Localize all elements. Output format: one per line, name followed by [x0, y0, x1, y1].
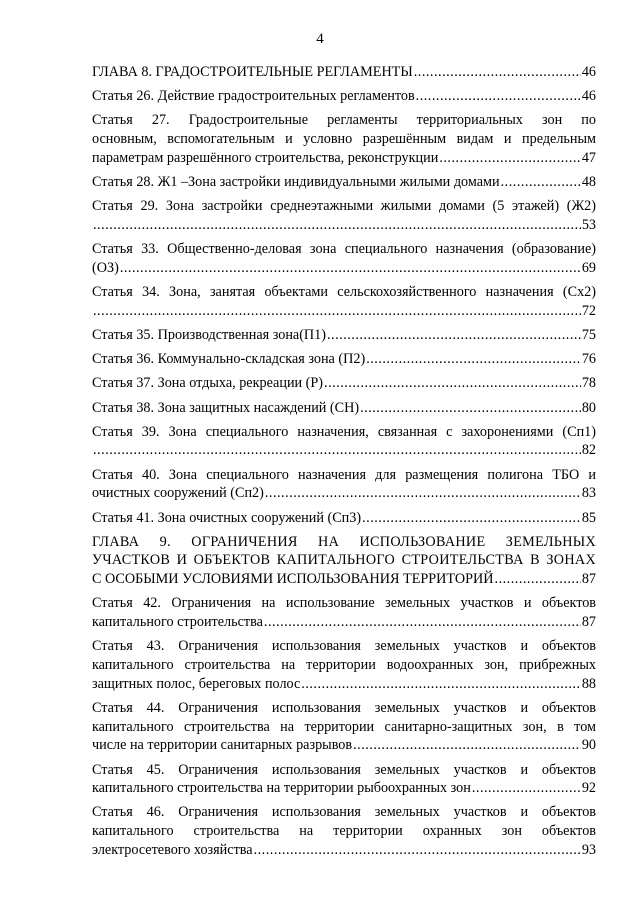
toc-page-number: 53	[581, 216, 596, 233]
toc-chapter-entry[interactable]	[92, 533, 596, 589]
dot-leader	[327, 326, 581, 345]
toc-entry-line: капитального строительства на территории охранных зон объектов	[92, 823, 596, 840]
toc-entry-final-line	[92, 302, 596, 321]
toc-entry-line: капитального строительства на территории санитарно-защитных зон, в том	[92, 718, 596, 735]
dot-leader	[93, 216, 581, 235]
toc-page-number: 87	[581, 614, 596, 631]
toc-entry-title: защитных полос, береговых полос	[92, 675, 301, 692]
toc-article-entry[interactable]	[92, 637, 596, 693]
toc-article-entry[interactable]	[92, 173, 596, 192]
toc-entry-title: Статья 36. Коммунально-складская зона (П2)	[92, 351, 366, 368]
toc-entry-final-line	[92, 841, 596, 860]
dot-leader	[366, 350, 581, 369]
toc-entry-line: Статья 34. Зона, занятая объектами сельскохозяйственного назначения (Сх2)	[92, 284, 596, 301]
toc-page-number: 75	[581, 326, 596, 343]
dot-leader	[501, 173, 581, 192]
toc-entry-final-line	[92, 675, 596, 694]
toc-entry-final-line	[92, 259, 596, 278]
toc-page-number: 48	[581, 174, 596, 191]
toc-entry-line: Статья 33. Общественно-деловая зона специального назначения (образование)	[92, 241, 596, 258]
dot-leader	[362, 509, 581, 528]
dot-leader	[472, 779, 581, 798]
toc-article-entry[interactable]	[92, 326, 596, 345]
toc-entry-line: ГЛАВА 9. ОГРАНИЧЕНИЯ НА ИСПОЛЬЗОВАНИЕ ЗЕМЕЛЬНЫХ	[92, 533, 596, 550]
toc-page-number: 83	[581, 485, 596, 502]
dot-leader	[416, 87, 581, 106]
toc-entry-title: Статья 41. Зона очистных сооружений (Сп3)	[92, 509, 362, 526]
toc-entry-final-line	[92, 87, 596, 106]
toc-page-number: 76	[581, 351, 596, 368]
toc-entry-final-line	[92, 173, 596, 192]
toc-entry-final-line	[92, 63, 596, 82]
dot-leader	[254, 841, 581, 860]
toc-entry-line: Статья 29. Зона застройки среднеэтажными жилыми домами (5 этажей) (Ж2)	[92, 198, 596, 215]
toc-entry-title: Статья 38. Зона защитных насаждений (СН)	[92, 399, 360, 416]
toc-entry-line: Статья 44. Ограничения использования земельных участков и объектов	[92, 699, 596, 716]
toc-entry-final-line	[92, 216, 596, 235]
toc-entry-final-line	[92, 484, 596, 503]
toc-article-entry[interactable]	[92, 350, 596, 369]
toc-page-number: 85	[581, 509, 596, 526]
toc-article-entry[interactable]	[92, 466, 596, 503]
toc-entry-title: параметрам разрешённого строительства, реконструкции	[92, 149, 439, 166]
toc-article-entry[interactable]	[92, 374, 596, 393]
toc-entry-line: УЧАСТКОВ И ОБЪЕКТОВ КАПИТАЛЬНОГО СТРОИТЕЛЬСТВА В ЗОНАХ	[92, 552, 596, 569]
toc-entry-title: очистных сооружений (Сп2)	[92, 485, 264, 502]
toc-entry-title: Статья 26. Действие градостроительных регламентов	[92, 88, 415, 105]
toc-entry-final-line	[92, 326, 596, 345]
toc-entry-title: капитального строительства	[92, 614, 263, 631]
toc-article-entry[interactable]	[92, 423, 596, 460]
dot-leader	[264, 613, 581, 632]
table-of-contents	[92, 63, 596, 865]
toc-article-entry[interactable]	[92, 240, 596, 277]
dot-leader	[324, 374, 581, 393]
toc-article-entry[interactable]	[92, 283, 596, 320]
toc-entry-title: С ОСОБЫМИ УСЛОВИЯМИ ИСПОЛЬЗОВАНИЯ ТЕРРИТОРИЙ	[92, 571, 494, 588]
toc-entry-final-line	[92, 779, 596, 798]
dot-leader	[265, 484, 581, 503]
toc-entry-final-line	[92, 399, 596, 418]
toc-page-number: 92	[581, 780, 596, 797]
toc-article-entry[interactable]	[92, 761, 596, 798]
toc-entry-title: капитального строительства на территории рыбоохранных зон	[92, 780, 471, 797]
dot-leader	[120, 259, 581, 278]
dot-leader	[353, 736, 581, 755]
toc-page-number: 82	[581, 442, 596, 459]
toc-entry-title: (ОЗ)	[92, 259, 119, 276]
dot-leader	[495, 570, 581, 589]
dot-leader	[414, 63, 581, 82]
toc-article-entry[interactable]	[92, 197, 596, 234]
toc-entry-final-line	[92, 374, 596, 393]
toc-page-number: 46	[581, 64, 596, 80]
toc-entry-final-line	[92, 570, 596, 589]
toc-entry-title: Статья 35. Производственная зона(П1)	[92, 326, 326, 343]
toc-page-number: 47	[581, 149, 596, 166]
toc-article-entry[interactable]	[92, 699, 596, 755]
toc-article-entry[interactable]	[92, 111, 596, 167]
toc-entry-final-line	[92, 509, 596, 528]
page-number: 4	[316, 31, 324, 47]
toc-page-number: 90	[581, 737, 596, 754]
toc-entry-final-line	[92, 441, 596, 460]
dot-leader	[93, 302, 581, 321]
toc-page-number: 72	[581, 302, 596, 319]
toc-page-number: 87	[581, 571, 596, 588]
toc-entry-line: Статья 43. Ограничения использования земельных участков и объектов	[92, 638, 596, 655]
toc-article-entry[interactable]	[92, 803, 596, 859]
toc-entry-title: Статья 28. Ж1 –Зона застройки индивидуальными жилыми домами	[92, 174, 500, 191]
toc-entry-title: числе на территории санитарных разрывов	[92, 737, 353, 754]
toc-page-number: 88	[581, 675, 596, 692]
toc-entry-line: Статья 42. Ограничения на использование земельных участков и объектов	[92, 595, 596, 612]
toc-article-entry[interactable]	[92, 509, 596, 528]
toc-entry-line: Статья 39. Зона специального назначения, связанная с захоронениями (Сп1)	[92, 423, 596, 440]
dot-leader	[439, 149, 580, 168]
toc-article-entry[interactable]	[92, 87, 596, 106]
toc-entry-line: Статья 46. Ограничения использования земельных участков и объектов	[92, 804, 596, 821]
toc-entry-final-line	[92, 736, 596, 755]
toc-entry-final-line	[92, 613, 596, 632]
toc-page-number: 69	[581, 259, 596, 276]
toc-chapter-entry[interactable]	[92, 63, 596, 82]
toc-entry-final-line	[92, 149, 596, 168]
toc-article-entry[interactable]	[92, 399, 596, 418]
toc-page-number: 93	[581, 841, 596, 858]
toc-entry-line: Статья 45. Ограничения использования земельных участков и объектов	[92, 761, 596, 778]
toc-page-number: 78	[581, 375, 596, 392]
toc-entry-line: Статья 27. Градостроительные регламенты территориальных зон по	[92, 112, 596, 129]
dot-leader	[360, 399, 581, 418]
toc-page-number: 46	[581, 88, 596, 105]
toc-entry-line: Статья 40. Зона специального назначения для размещения полигона ТБО и	[92, 466, 596, 483]
toc-article-entry[interactable]	[92, 594, 596, 631]
toc-entry-line: капитального строительства на территории водоохранных зон, прибрежных	[92, 656, 596, 673]
toc-entry-title: ГЛАВА 8. ГРАДОСТРОИТЕЛЬНЫЕ РЕГЛАМЕНТЫ	[92, 64, 413, 80]
dot-leader	[93, 441, 581, 460]
toc-entry-title: электросетевого хозяйства	[92, 841, 253, 858]
toc-entry-final-line	[92, 350, 596, 369]
dot-leader	[301, 675, 581, 694]
toc-entry-title: Статья 37. Зона отдыха, рекреации (Р)	[92, 375, 324, 392]
toc-entry-line: основным, вспомогательным и условно разрешённым видам и предельным	[92, 131, 596, 148]
toc-page-number: 80	[581, 399, 596, 416]
